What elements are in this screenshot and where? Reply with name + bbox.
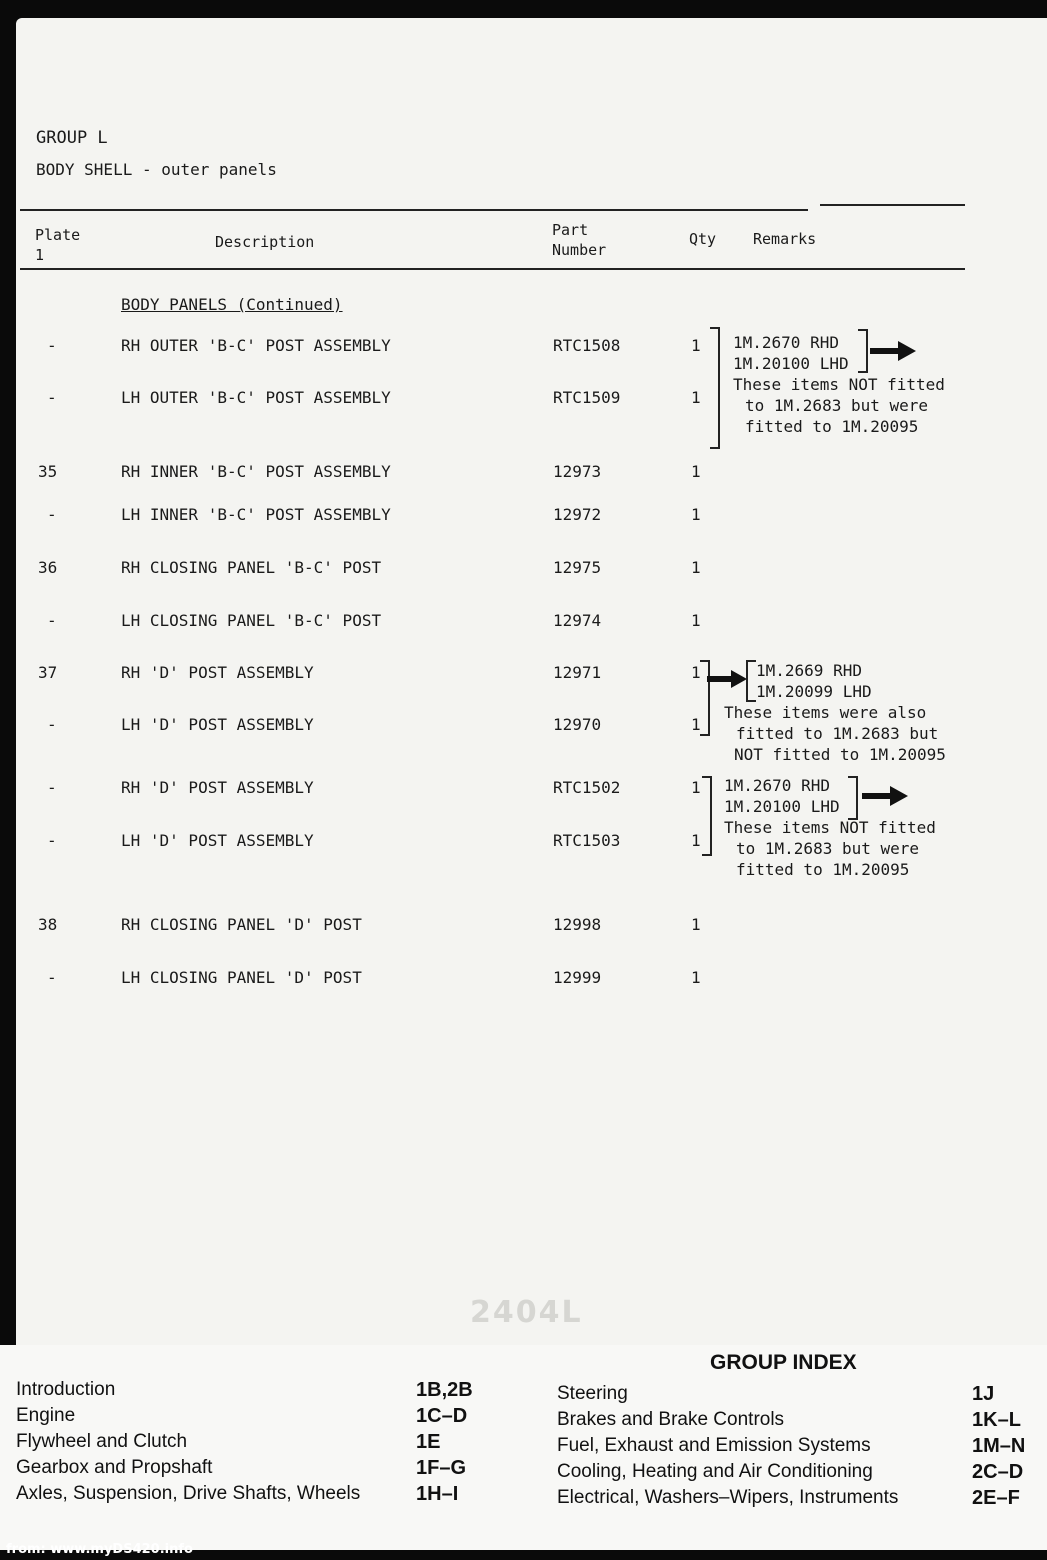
plate-cell: - <box>47 336 57 355</box>
group-index-label: Cooling, Heating and Air Conditioning <box>557 1461 873 1482</box>
faded-stamp: 2404L <box>470 1295 583 1330</box>
qty-cell: 1 <box>691 388 701 407</box>
part-number-cell: 12998 <box>553 915 602 934</box>
group-index-title: GROUP INDEX <box>710 1351 857 1374</box>
plate-cell: 38 <box>38 915 58 934</box>
description-cell: LH INNER 'B-C' POST ASSEMBLY <box>121 505 391 524</box>
subheading: BODY PANELS (Continued) <box>121 295 343 314</box>
plate-cell: - <box>47 505 57 524</box>
part-number-cell: 12971 <box>553 663 602 682</box>
description-cell: RH CLOSING PANEL 'D' POST <box>121 915 362 934</box>
part-number-cell: 12973 <box>553 462 602 481</box>
group-index-code: 2E–F <box>972 1487 1020 1509</box>
plate-cell: 35 <box>38 462 58 481</box>
description-cell: RH INNER 'B-C' POST ASSEMBLY <box>121 462 391 481</box>
part-number-cell: 12975 <box>553 558 602 577</box>
description-cell: LH 'D' POST ASSEMBLY <box>121 715 314 734</box>
qty-cell: 1 <box>691 462 701 481</box>
plate-cell: 37 <box>38 663 58 682</box>
group-index-code: 1B,2B <box>416 1379 473 1401</box>
header-rule-bottom <box>20 268 965 270</box>
group-index-label: Steering <box>557 1383 628 1404</box>
description-cell: RH 'D' POST ASSEMBLY <box>121 778 314 797</box>
group-index-label: Flywheel and Clutch <box>16 1431 188 1452</box>
section-title: BODY SHELL - outer panels <box>36 160 277 179</box>
group-index-code: 1F–G <box>416 1457 467 1479</box>
description-cell: RH CLOSING PANEL 'B-C' POST <box>121 558 382 577</box>
group-index-label: Gearbox and Propshaft <box>16 1457 213 1478</box>
group-index-code: 2C–D <box>972 1461 1024 1483</box>
qty-cell: 1 <box>691 831 701 850</box>
group-index-code: 1H–I <box>416 1483 459 1505</box>
arrow-right-icon <box>870 341 916 361</box>
header-rule-top-right <box>820 204 965 206</box>
plate-cell: - <box>47 831 57 850</box>
part-number-cell: 12974 <box>553 611 602 630</box>
qty-cell: 1 <box>691 336 701 355</box>
qty-cell: 1 <box>691 611 701 630</box>
remark-brace <box>702 776 712 856</box>
col-plate-header: Plate 1 <box>35 226 81 264</box>
part-number-cell: RTC1502 <box>553 778 621 797</box>
part-number-cell: 12972 <box>553 505 602 524</box>
part-number-cell: RTC1508 <box>553 336 621 355</box>
part-number-cell: 12999 <box>553 968 602 987</box>
part-number-cell: RTC1503 <box>553 831 621 850</box>
remark-block: 1M.2669 RHD 1M.20099 LHD These items were also fitted to 1M.2683 but NOT fitted to 1M.20095 <box>724 661 946 764</box>
qty-cell: 1 <box>691 778 701 797</box>
group-index-code: 1C–D <box>416 1405 468 1427</box>
qty-cell: 1 <box>691 505 701 524</box>
col-qty-header: Qty <box>689 230 717 248</box>
qty-cell: 1 <box>691 558 701 577</box>
plate-cell: - <box>47 778 57 797</box>
arrow-right-icon <box>862 786 908 806</box>
group-title: GROUP L <box>36 128 108 148</box>
col-remarks-header: Remarks <box>753 230 817 248</box>
group-index-label: Axles, Suspension, Drive Shafts, Wheels <box>16 1483 361 1504</box>
col-description-header: Description <box>215 233 315 251</box>
description-cell: RH OUTER 'B-C' POST ASSEMBLY <box>121 336 391 355</box>
group-index-code: 1J <box>972 1383 995 1405</box>
group-index-code: 1E <box>416 1431 441 1453</box>
plate-cell: - <box>47 968 57 987</box>
group-index-code: 1K–L <box>972 1409 1021 1431</box>
qty-cell: 1 <box>691 915 701 934</box>
plate-cell: - <box>47 388 57 407</box>
description-cell: LH 'D' POST ASSEMBLY <box>121 831 314 850</box>
col-part-header: Part Number <box>552 221 607 259</box>
part-number-cell: 12970 <box>553 715 602 734</box>
group-index-label: Brakes and Brake Controls <box>557 1409 785 1430</box>
description-cell: LH CLOSING PANEL 'B-C' POST <box>121 611 382 630</box>
group-index-label: Engine <box>16 1405 76 1426</box>
qty-cell: 1 <box>691 663 701 682</box>
footer-source: from: www.myDS420.info <box>6 1542 193 1557</box>
remark-block: 1M.2670 RHD 1M.20100 LHD These items NOT fitted to 1M.2683 but were fitted to 1M.20095 <box>724 776 936 879</box>
description-cell: LH CLOSING PANEL 'D' POST <box>121 968 362 987</box>
part-number-cell: RTC1509 <box>553 388 621 407</box>
description-cell: LH OUTER 'B-C' POST ASSEMBLY <box>121 388 391 407</box>
group-index-label: Fuel, Exhaust and Emission Systems <box>557 1435 871 1456</box>
qty-cell: 1 <box>691 968 701 987</box>
group-index-label: Introduction <box>16 1379 116 1400</box>
plate-cell: 36 <box>38 558 58 577</box>
remark-block: 1M.2670 RHD 1M.20100 LHD These items NOT fitted to 1M.2683 but were fitted to 1M.20095 <box>733 333 945 436</box>
group-index <box>0 1345 1047 1550</box>
plate-cell: - <box>47 611 57 630</box>
header-rule-top <box>20 209 808 211</box>
remark-brace <box>710 327 720 449</box>
plate-cell: - <box>47 715 57 734</box>
group-index-code: 1M–N <box>972 1435 1026 1457</box>
description-cell: RH 'D' POST ASSEMBLY <box>121 663 314 682</box>
group-index-label: Electrical, Washers–Wipers, Instruments <box>557 1487 899 1508</box>
qty-cell: 1 <box>691 715 701 734</box>
